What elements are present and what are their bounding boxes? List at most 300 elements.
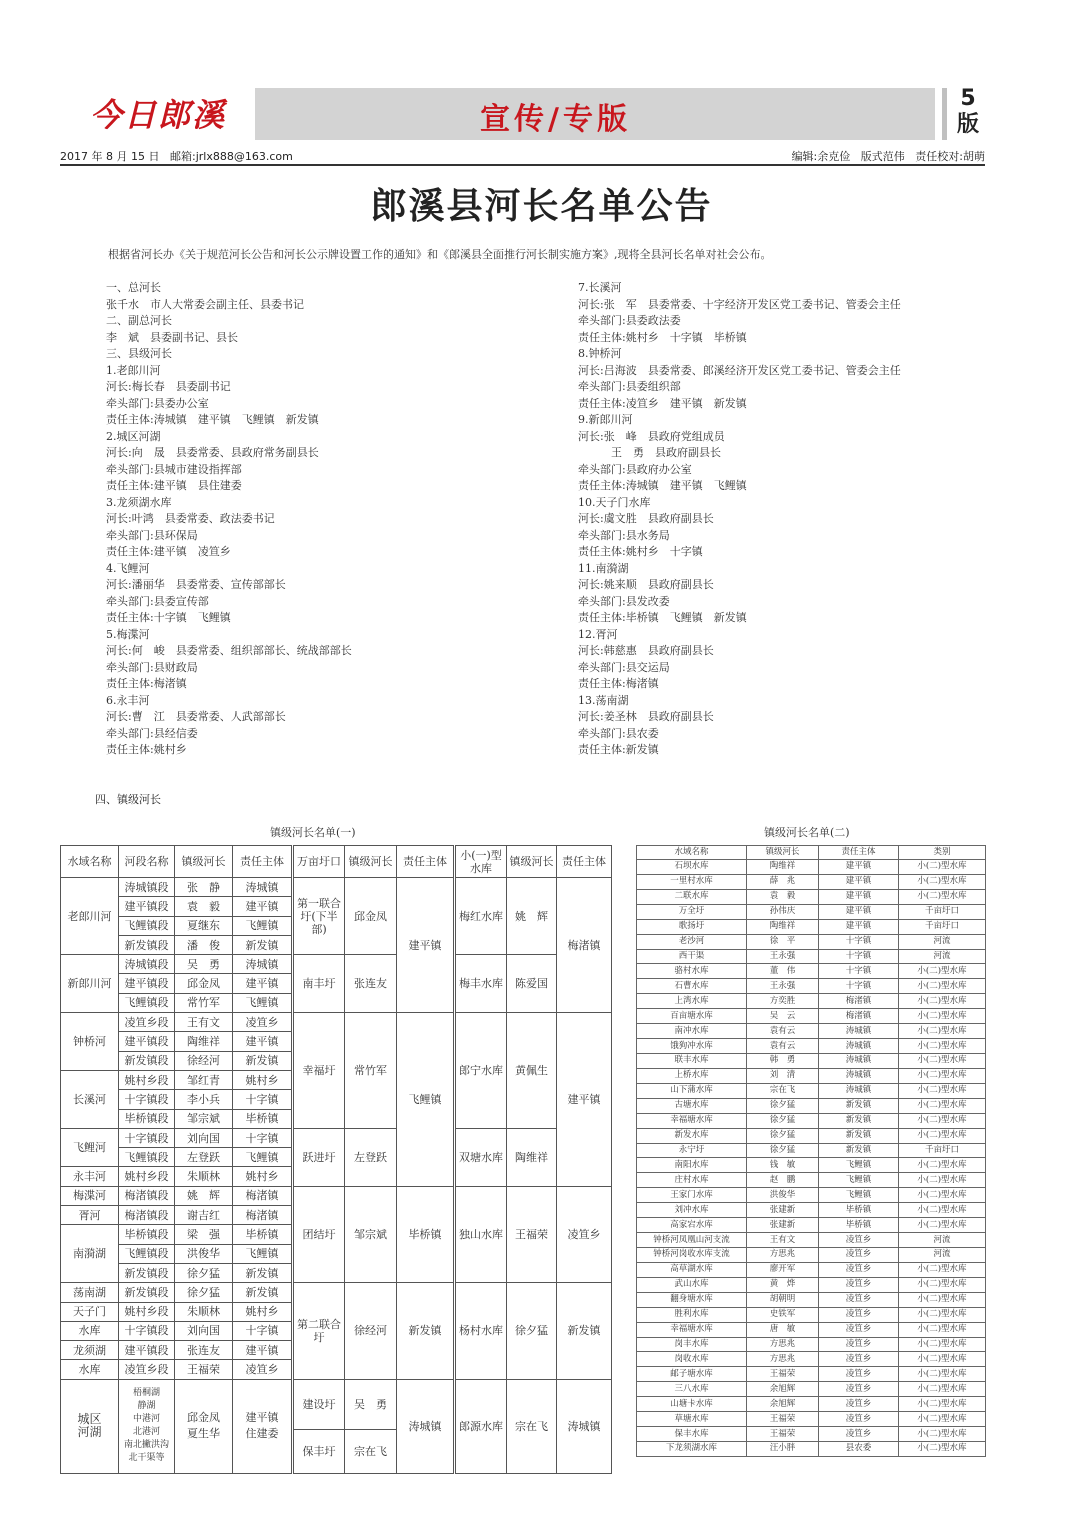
polder-chief-cell: 宗在飞 [345,1429,397,1473]
article-line: 责任主体:姚村乡 十字镇 毕桥镇 [578,330,747,344]
table-cell: 小(二)型水库 [899,1292,986,1307]
article-line: 8.钟桥河 [578,347,622,360]
table-cell: 梅渚镇 [819,1009,899,1024]
article-line: 责任主体:凌笪乡 建平镇 新发镇 [578,396,747,410]
table-cell: 新发镇 [819,1143,899,1158]
table-cell: 王福荣 [747,1367,819,1382]
table-row [637,1277,986,1292]
table-cell: 袁有云 [747,1024,819,1039]
table-cell: 凌笪乡 [819,1337,899,1352]
table-row [61,1283,612,1302]
table-cell: 十字镇 [819,949,899,964]
subject-cell: 飞鲤镇 [233,1148,293,1167]
table-row [61,955,612,974]
reservoir-subject-cell: 涛城镇 [557,1379,612,1473]
table-cell: 韩 勇 [747,1054,819,1069]
table-cell: 南冲水库 [637,1024,747,1039]
table-cell: 凌笪乡 [819,1262,899,1277]
table-row [637,1113,986,1128]
segment-cell: 涛城镇段 [119,878,175,897]
table-header-cell: 小(一)型水库 [455,846,507,878]
article-line: 责任主体:涛城镇 建平镇 飞鲤镇 新发镇 [106,413,319,426]
water-name-cell: 南漪湖 [61,1225,119,1283]
subject-cell: 建平镇 [233,897,293,916]
article-line: 4.飞鲤河 [106,561,150,575]
table-cell: 小(二)型水库 [899,1337,986,1352]
article-line: 王 勇 县政府副县长 [578,446,721,459]
table-cell: 凌笪乡 [819,1382,899,1397]
table-cell: 石曹水库 [637,979,747,994]
table1-caption: 镇级河长名单(一) [270,826,356,839]
segment-cell: 飞鲤镇段 [119,1148,175,1167]
table-row [637,904,986,919]
article-line: 责任主体:涛城镇 建平镇 飞鲤镇 [578,479,747,492]
subject-cell: 涛城镇 [233,955,293,974]
segment-cell: 姚村乡段 [119,1167,175,1186]
polder-name-cell: 跃进圩 [293,1128,345,1186]
segment-cell: 梅渚镇段 [119,1186,175,1205]
polder-chief-cell: 邱金凤 [345,878,397,955]
table-row [637,1262,986,1277]
table-cell: 小(二)型水库 [899,1113,986,1128]
subject-cell: 飞鲤镇 [233,916,293,935]
table-cell: 小(二)型水库 [899,1441,986,1456]
article-line: 张千水 市人大常委会副主任、县委书记 [106,297,304,311]
newspaper-logo: 今日郎溪 [90,96,227,134]
table-cell: 小(二)型水库 [899,1158,986,1173]
table-cell: 小(二)型水库 [899,1412,986,1427]
chief-cell: 张 静 [175,878,233,897]
table-row [637,1352,986,1367]
reservoir-name-cell: 郎宁水库 [455,1013,507,1129]
table-cell: 孙伟庆 [747,904,819,919]
table-row [637,949,986,964]
table-cell: 小(二)型水库 [899,1367,986,1382]
town-river-chief-table-2 [636,845,986,1457]
table-header-cell: 河段名称 [119,846,175,878]
article-line: 9.新郎川河 [578,413,633,426]
table-row [637,1367,986,1382]
table-cell: 草塘水库 [637,1412,747,1427]
chief-name: 夏生华 [187,1427,220,1441]
table-row [637,1128,986,1143]
water-name-cell: 荡南湖 [61,1283,119,1302]
table-cell: 胡朝明 [747,1292,819,1307]
table-cell: 张建新 [747,1203,819,1218]
table-row [637,994,986,1009]
article-line: 河长:姜圣林 县政府副县长 [578,710,714,723]
table-cell: 凌笪乡 [819,1412,899,1427]
article-line: 河长:吕海波 县委常委、郎溪经济开发区党工委书记、管委会主任 [578,363,901,377]
issue-date: 2017 年 8 月 15 日 [60,150,160,163]
article-line: 牵头部门:县发改委 [578,594,670,608]
table-cell: 保丰水库 [637,1427,747,1442]
table-cell: 方思兆 [747,1248,819,1263]
subject-cell: 梅渚镇 [233,1206,293,1225]
table-cell: 建平镇 [819,904,899,919]
subject-cell: 毕桥镇 [233,1225,293,1244]
reservoir-chief-cell: 姚 辉 [507,878,557,955]
table-row [637,979,986,994]
table-cell: 岗丰水库 [637,1337,747,1352]
article-line: 牵头部门:县经信委 [106,726,198,740]
table-cell: 飞鲤镇 [819,1158,899,1173]
table-header-cell: 类别 [899,846,986,860]
table-cell: 建平镇 [819,874,899,889]
table-cell: 千亩圩口 [899,904,986,919]
table-cell: 河流 [899,934,986,949]
table-cell: 凌笪乡 [819,1233,899,1248]
table-cell: 钱 敏 [747,1158,819,1173]
table-header-row [61,846,612,878]
article-line: 牵头部门:县水务局 [578,528,670,542]
article-line: 河长:向 晟 县委常委、县政府常务副县长 [106,446,319,459]
segment-cell: 十字镇段 [119,1090,175,1109]
chief-cell: 潘 俊 [175,935,233,954]
table-cell: 幸福塘水库 [637,1113,747,1128]
page-number [954,86,982,138]
chief-cell: 王福荣 [175,1360,233,1379]
table-cell: 余旭辉 [747,1382,819,1397]
article-line: 河长:潘丽华 县委常委、宣传部部长 [106,578,286,591]
table-cell: 老沙河 [637,934,747,949]
article-line: 责任主体:姚村乡 [106,743,187,756]
article-line: 牵头部门:县委政法委 [578,314,681,327]
table-cell: 新发镇 [819,1128,899,1143]
table-cell: 十字镇 [819,964,899,979]
reservoir-name-cell: 郎源水库 [455,1379,507,1473]
chief-cell: 徐经河 [175,1051,233,1070]
table-cell: 建平镇 [819,919,899,934]
chief-cell: 李小兵 [175,1090,233,1109]
table-cell: 毕桥镇 [819,1218,899,1233]
table-row [61,1013,612,1032]
table-cell: 高草湖水库 [637,1262,747,1277]
article-line: 牵头部门:县委宣传部 [106,594,209,608]
table-cell: 古塘水库 [637,1098,747,1113]
proofreader: 责任校对:胡萌 [915,150,985,163]
reservoir-name-cell: 双塘水库 [455,1128,507,1186]
article-line: 河长:张 峰 县政府党组成员 [578,429,725,443]
water-name-cell: 水库 [61,1360,119,1379]
table-cell: 小(二)型水库 [899,1128,986,1143]
article-line: 牵头部门:县政府办公室 [578,462,692,476]
polder-subject-cell: 涛城镇 [397,1379,455,1473]
table-cell: 小(二)型水库 [899,1173,986,1188]
table-cell: 小(二)型水库 [899,1218,986,1233]
segment-cell: 毕桥镇段 [119,1225,175,1244]
table-cell: 凌笪乡 [819,1277,899,1292]
segment-cell: 建平镇段 [119,897,175,916]
table-row [637,1427,986,1442]
article-right-column [578,280,901,759]
table-cell: 小(二)型水库 [899,1054,986,1069]
article-line: 责任主体:毕桥镇 飞鲤镇 新发镇 [578,611,747,624]
table-cell: 十字镇 [819,934,899,949]
table-cell: 凌笪乡 [819,1352,899,1367]
chief-cell: 夏继东 [175,916,233,935]
reservoir-chief-cell: 王福荣 [507,1186,557,1282]
table-cell: 小(二)型水库 [899,964,986,979]
article-line: 牵头部门:县农委 [578,726,659,740]
reservoir-chief-cell: 陈爱国 [507,955,557,1013]
chief-cell: 袁 毅 [175,897,233,916]
table-cell: 三八水库 [637,1382,747,1397]
table-row [637,1337,986,1352]
table-cell: 董 伟 [747,964,819,979]
reservoir-chief-cell: 徐夕猛 [507,1283,557,1379]
table-cell: 骆村水库 [637,964,747,979]
table-cell: 饿狗冲水库 [637,1039,747,1054]
article-line: 责任主体:建平镇 县住建委 [106,479,242,492]
table-cell: 百亩塘水库 [637,1009,747,1024]
polder-subject-cell: 毕桥镇 [397,1186,455,1282]
article-line: 10.天子门水库 [578,495,651,509]
table-cell: 徐夕猛 [747,1113,819,1128]
table-cell: 小(二)型水库 [899,1009,986,1024]
page-number-unit: 版 [956,112,979,137]
table-cell: 上桥水库 [637,1068,747,1083]
polder-chief-cell: 左登跃 [345,1128,397,1186]
table-cell: 凌笪乡 [819,1307,899,1322]
table-header-cell: 水域名称 [637,846,747,860]
table-cell: 刘 清 [747,1068,819,1083]
subject-cell: 十字镇 [233,1128,293,1147]
water-name-cell: 龙须湖 [61,1341,119,1360]
water-name-cell: 梅渫河 [61,1186,119,1205]
table-row [637,1233,986,1248]
header-rule [60,164,985,166]
chief-cell: 陶维祥 [175,1032,233,1051]
article-intro: 根据省河长办《关于规范河长公告和河长公示牌设置工作的通知》和《郎溪县全面推行河长制实施方案》,现将全县河长名单对社会公布。 [108,248,772,261]
article-line: 牵头部门:县交运局 [578,660,670,674]
table-cell: 钟桥河凤凰山河支流 [637,1233,747,1248]
table-row [637,860,986,875]
table-header-cell: 责任主体 [557,846,612,878]
table-cell: 涛城镇 [819,1039,899,1054]
table-row [637,1248,986,1263]
article-line: 牵头部门:县环保局 [106,528,198,542]
table-cell: 袁有云 [747,1039,819,1054]
table-cell: 徐夕猛 [747,1128,819,1143]
table-row [637,934,986,949]
polder-chief-cell: 徐经河 [345,1283,397,1379]
chief-name: 邱金凤 [187,1411,220,1425]
table-header-row [637,846,986,860]
polder-name-cell: 第二联合圩 [293,1283,345,1379]
table-cell: 飞鲤镇 [819,1188,899,1203]
reservoir-name-cell: 梅红水库 [455,878,507,955]
table-cell: 邮子塘水库 [637,1367,747,1382]
chief-cell: 王有文 [175,1013,233,1032]
table-cell: 小(二)型水库 [899,1039,986,1054]
table-row [637,1322,986,1337]
segment-cell: 建平镇段 [119,1032,175,1051]
subject-cell [233,1379,293,1473]
chief-cell: 朱顺林 [175,1167,233,1186]
table-cell: 汪小胖 [747,1441,819,1456]
article-line: 1.老郎川河 [106,363,161,377]
table-cell: 石坝水库 [637,860,747,875]
table-row [637,1158,986,1173]
article-line: 责任主体:姚村乡 十字镇 [578,545,703,558]
table-cell: 小(二)型水库 [899,1024,986,1039]
table-row [637,1382,986,1397]
subject-name: 建平镇 [245,1411,279,1425]
chief-cell: 刘向国 [175,1321,233,1340]
table-cell: 唐 敏 [747,1322,819,1337]
masthead-divider [942,88,947,140]
table-cell: 涛城镇 [819,1083,899,1098]
table-cell: 陶维祥 [747,860,819,875]
table-cell: 河流 [899,1248,986,1263]
polder-chief-cell: 张连友 [345,955,397,1013]
segment-cell: 姚村乡段 [119,1302,175,1321]
table-header-cell: 责任主体 [397,846,455,878]
table-cell: 凌笪乡 [819,1397,899,1412]
table-row [637,1188,986,1203]
article-line: 责任主体:梅渚镇 [106,677,187,690]
article-line: 责任主体:新发镇 [578,743,659,756]
layout-credit: 版式范伟 [860,150,905,163]
table-cell: 徐 平 [747,934,819,949]
table-cell: 胜利水库 [637,1307,747,1322]
table-cell: 山下蒲水库 [637,1083,747,1098]
table-cell: 十字镇 [819,979,899,994]
table-cell: 凌笪乡 [819,1292,899,1307]
table-cell: 武山水库 [637,1277,747,1292]
subject-cell: 飞鲤镇 [233,993,293,1012]
segment-cell: 建平镇段 [119,974,175,993]
chief-cell: 谢吉红 [175,1206,233,1225]
segment-cell: 姚村乡段 [119,1070,175,1089]
article-line: 13.荡南湖 [578,693,629,707]
table-cell: 小(二)型水库 [899,1068,986,1083]
table-cell: 袁 毅 [747,889,819,904]
segment-cell: 涛城镇段 [119,955,175,974]
subject-cell: 新发镇 [233,1263,293,1282]
table-cell: 飞鲤镇 [819,1173,899,1188]
editor-credits [792,148,985,164]
table-cell: 毕桥镇 [819,1203,899,1218]
lake-name: 梧桐湖 [132,1388,160,1399]
table-cell: 歌扬圩 [637,919,747,934]
table-header-cell: 水域名称 [61,846,119,878]
table-row [61,878,612,897]
reservoir-name-cell: 杨村水库 [455,1283,507,1379]
article-line: 责任主体:建平镇 凌笪乡 [106,545,231,558]
table-cell: 河流 [899,949,986,964]
chief-cell: 朱顺林 [175,1302,233,1321]
table-cell: 徐夕猛 [747,1098,819,1113]
table-cell: 小(二)型水库 [899,889,986,904]
chief-cell: 张连友 [175,1341,233,1360]
water-name-cell: 城区 河湖 [61,1379,119,1473]
table-cell: 新发镇 [819,1113,899,1128]
chief-cell: 常竹军 [175,993,233,1012]
article-line: 河长:何 峻 县委常委、组织部部长、统战部部长 [106,644,352,657]
segment-cell: 建平镇段 [119,1341,175,1360]
subject-cell: 新发镇 [233,935,293,954]
water-name-cell: 水库 [61,1321,119,1340]
table-row [637,1024,986,1039]
reservoir-subject-cell: 建平镇 [557,1013,612,1187]
article-line: 牵头部门:县城市建设指挥部 [106,462,242,476]
table-cell: 高家宕水库 [637,1218,747,1233]
water-name-cell: 胥河 [61,1206,119,1225]
table-cell: 余旭辉 [747,1397,819,1412]
table-cell: 南阳水库 [637,1158,747,1173]
table-cell: 凌笪乡 [819,1322,899,1337]
lake-name: 静湖 [137,1401,156,1412]
reservoir-name-cell: 独山水库 [455,1186,507,1282]
polder-name-cell: 团结圩 [293,1186,345,1282]
table-cell: 新发镇 [819,1098,899,1113]
table-header-cell: 责任主体 [233,846,293,878]
polder-chief-cell: 吴 勇 [345,1379,397,1429]
article-line: 5.梅渫河 [106,627,150,641]
table-row [637,1397,986,1412]
article-line: 河长:曹 江 县委常委、人武部部长 [106,710,286,723]
date-email [60,148,293,164]
table-row [637,1292,986,1307]
subject-cell: 凌笪乡 [233,1013,293,1032]
table-cell: 上湾水库 [637,994,747,1009]
article-line: 三、县级河长 [106,347,172,360]
table-cell: 河流 [899,1233,986,1248]
table-cell: 幸福塘水库 [637,1322,747,1337]
town-river-chief-table-1 [60,845,612,1474]
chief-cell: 刘向国 [175,1128,233,1147]
water-name-cell: 天子门 [61,1302,119,1321]
reservoir-subject-cell: 新发镇 [557,1283,612,1379]
reservoir-name-cell: 梅丰水库 [455,955,507,1013]
table-header-cell: 镇级河长 [345,846,397,878]
water-name-cell: 新郎川河 [61,955,119,1013]
table-header-cell: 万亩圩口 [293,846,345,878]
table2-caption: 镇级河长名单(二) [764,826,850,839]
chief-cell: 徐夕猛 [175,1283,233,1302]
table-header-cell: 镇级河长 [747,846,819,860]
chief-cell: 梁 强 [175,1225,233,1244]
article-line: 一、总河长 [106,281,161,294]
table-cell: 涛城镇 [819,1054,899,1069]
table-cell: 黄 烨 [747,1277,819,1292]
article-line: 河长:叶鸿 县委常委、政法委书记 [106,512,275,525]
table-cell: 洪俊华 [747,1188,819,1203]
subject-cell: 姚村乡 [233,1167,293,1186]
table-cell: 小(二)型水库 [899,874,986,889]
subject-cell: 毕桥镇 [233,1109,293,1128]
polder-name-cell: 幸福圩 [293,1013,345,1129]
reservoir-subject-cell: 凌笪乡 [557,1186,612,1282]
article-line: 牵头部门:县财政局 [106,660,198,674]
lake-name: 南北撇洪沟 [123,1440,169,1451]
table-cell: 廖开军 [747,1262,819,1277]
table-row [637,874,986,889]
chief-cell: 洪俊华 [175,1244,233,1263]
table-row [637,1203,986,1218]
table-cell: 小(二)型水库 [899,1277,986,1292]
table-cell: 刘冲水库 [637,1203,747,1218]
article-line: 河长:张 军 县委常委、十字经济开发区党工委书记、管委会主任 [578,297,901,311]
table-cell: 涛城镇 [819,1024,899,1039]
reservoir-chief-cell: 宗在飞 [507,1379,557,1473]
table-cell: 岗收水库 [637,1352,747,1367]
article-line: 12.胥河 [578,627,618,641]
section-heading: 四、镇级河长 [95,793,161,806]
lake-name: 中港河 [132,1414,160,1425]
